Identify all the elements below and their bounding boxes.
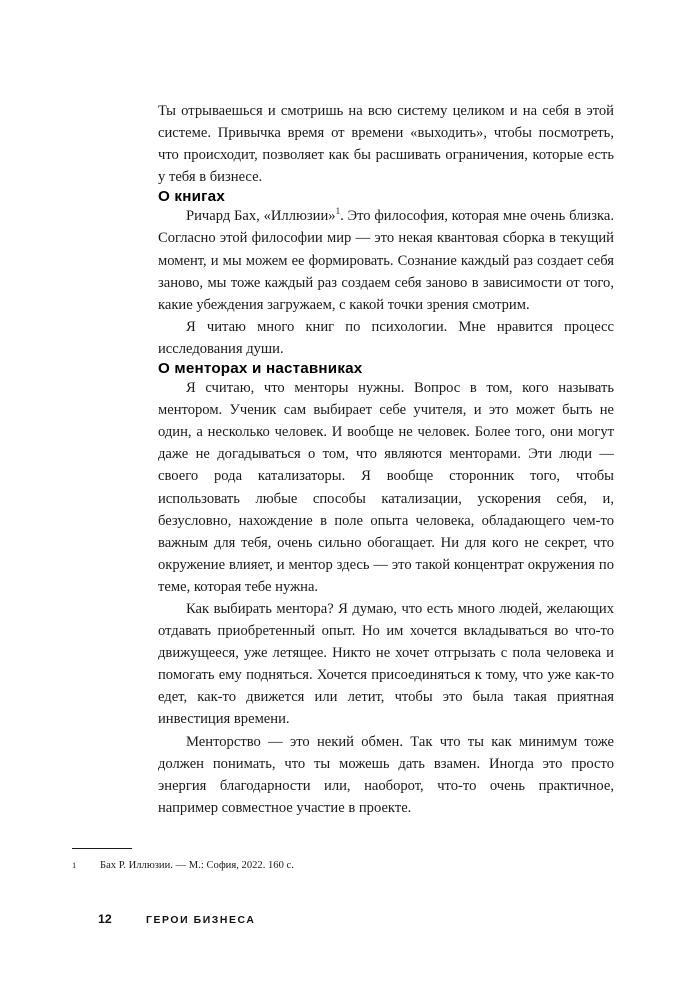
paragraph-books-1 [158, 205, 614, 315]
heading-mentors: О менторах и наставниках [158, 360, 363, 378]
running-title: ГЕРОИ БИЗНЕСА [146, 915, 256, 926]
page-number: 12 [98, 912, 112, 926]
footnote-separator-rule [72, 848, 132, 849]
paragraph-mentors-2: Как выбирать ментора? Я думаю, что есть много людей, желающих отдавать приобретенный опыт. Но им хочется вкладываться во что-то движущееся, уже летящее. Никто не хочет отгрызать с пола человека и помогать ему подняться. Хочется присоединяться к тому, что уже как-то едет, как-то движется или летит, чтобы это была такая приятная инвестиция времени. [158, 600, 614, 728]
heading-books: О книгах [158, 188, 225, 206]
paragraph-mentors-1: Я считаю, что менторы нужны. Вопрос в том, кого называть ментором. Ученик сам выбирает себе учителя, и это может быть не один, а несколько человек. И вообще не человек. Более того, они могут даже не догадываться о том, что являются менторами. Эти люди — своего рода катализаторы. Я вообще сторонник того, чтобы использовать любые способы катализации, ускорения себя, и, безусловно, нахождение в поле опыта человека, обладающего чем-то важным для тебя, очень сильно обогащает. Ни для кого не секрет, что окружение влияет, и ментор здесь — это такой концентрат окружения по теме, которая тебе нужна. [158, 380, 614, 595]
books-text-before-footnote: Ричард Бах, «Иллюзии» [186, 208, 336, 225]
footnote-marker: 1 [72, 860, 77, 870]
footnote-item [72, 859, 614, 873]
page-footer [98, 912, 598, 926]
paragraph-books-2: Я читаю много книг по психологии. Мне нравится процесс исследования души. [158, 318, 614, 357]
footnote-area [72, 848, 614, 873]
footnote-text: Бах Р. Иллюзии. — М.: София, 2022. 160 с. [100, 860, 294, 871]
paragraph-mentors-3: Менторство — это некий обмен. Так что ты как минимум тоже должен понимать, что ты можешь дать взамен. Иногда это просто энергия благодарности или, наоборот, что-то очень практичное, например совместное участие в проекте. [158, 733, 614, 816]
footnote-reference-1[interactable]: 1 [335, 206, 341, 217]
paragraph-intro: Ты отрываешься и смотришь на всю систему целиком и на себя в этой системе. Привычка время от времени «выходить», чтобы посмотреть, что происходит, позволяет как бы расшивать ограничения, которые есть у тебя в бизнесе. [158, 103, 614, 186]
page-content [158, 100, 614, 819]
books-text-after-footnote: . Это философия, которая мне очень близка. Согласно этой философии мир — это некая квантовая сборка в текущий момент, и мы можем ее формировать. Сознание каждый раз создает себя заново, мы тоже каждый раз создаем себя заново в зависимости от того, какие убеждения загружаем, с какой точки зрения смотрим. [158, 208, 614, 313]
